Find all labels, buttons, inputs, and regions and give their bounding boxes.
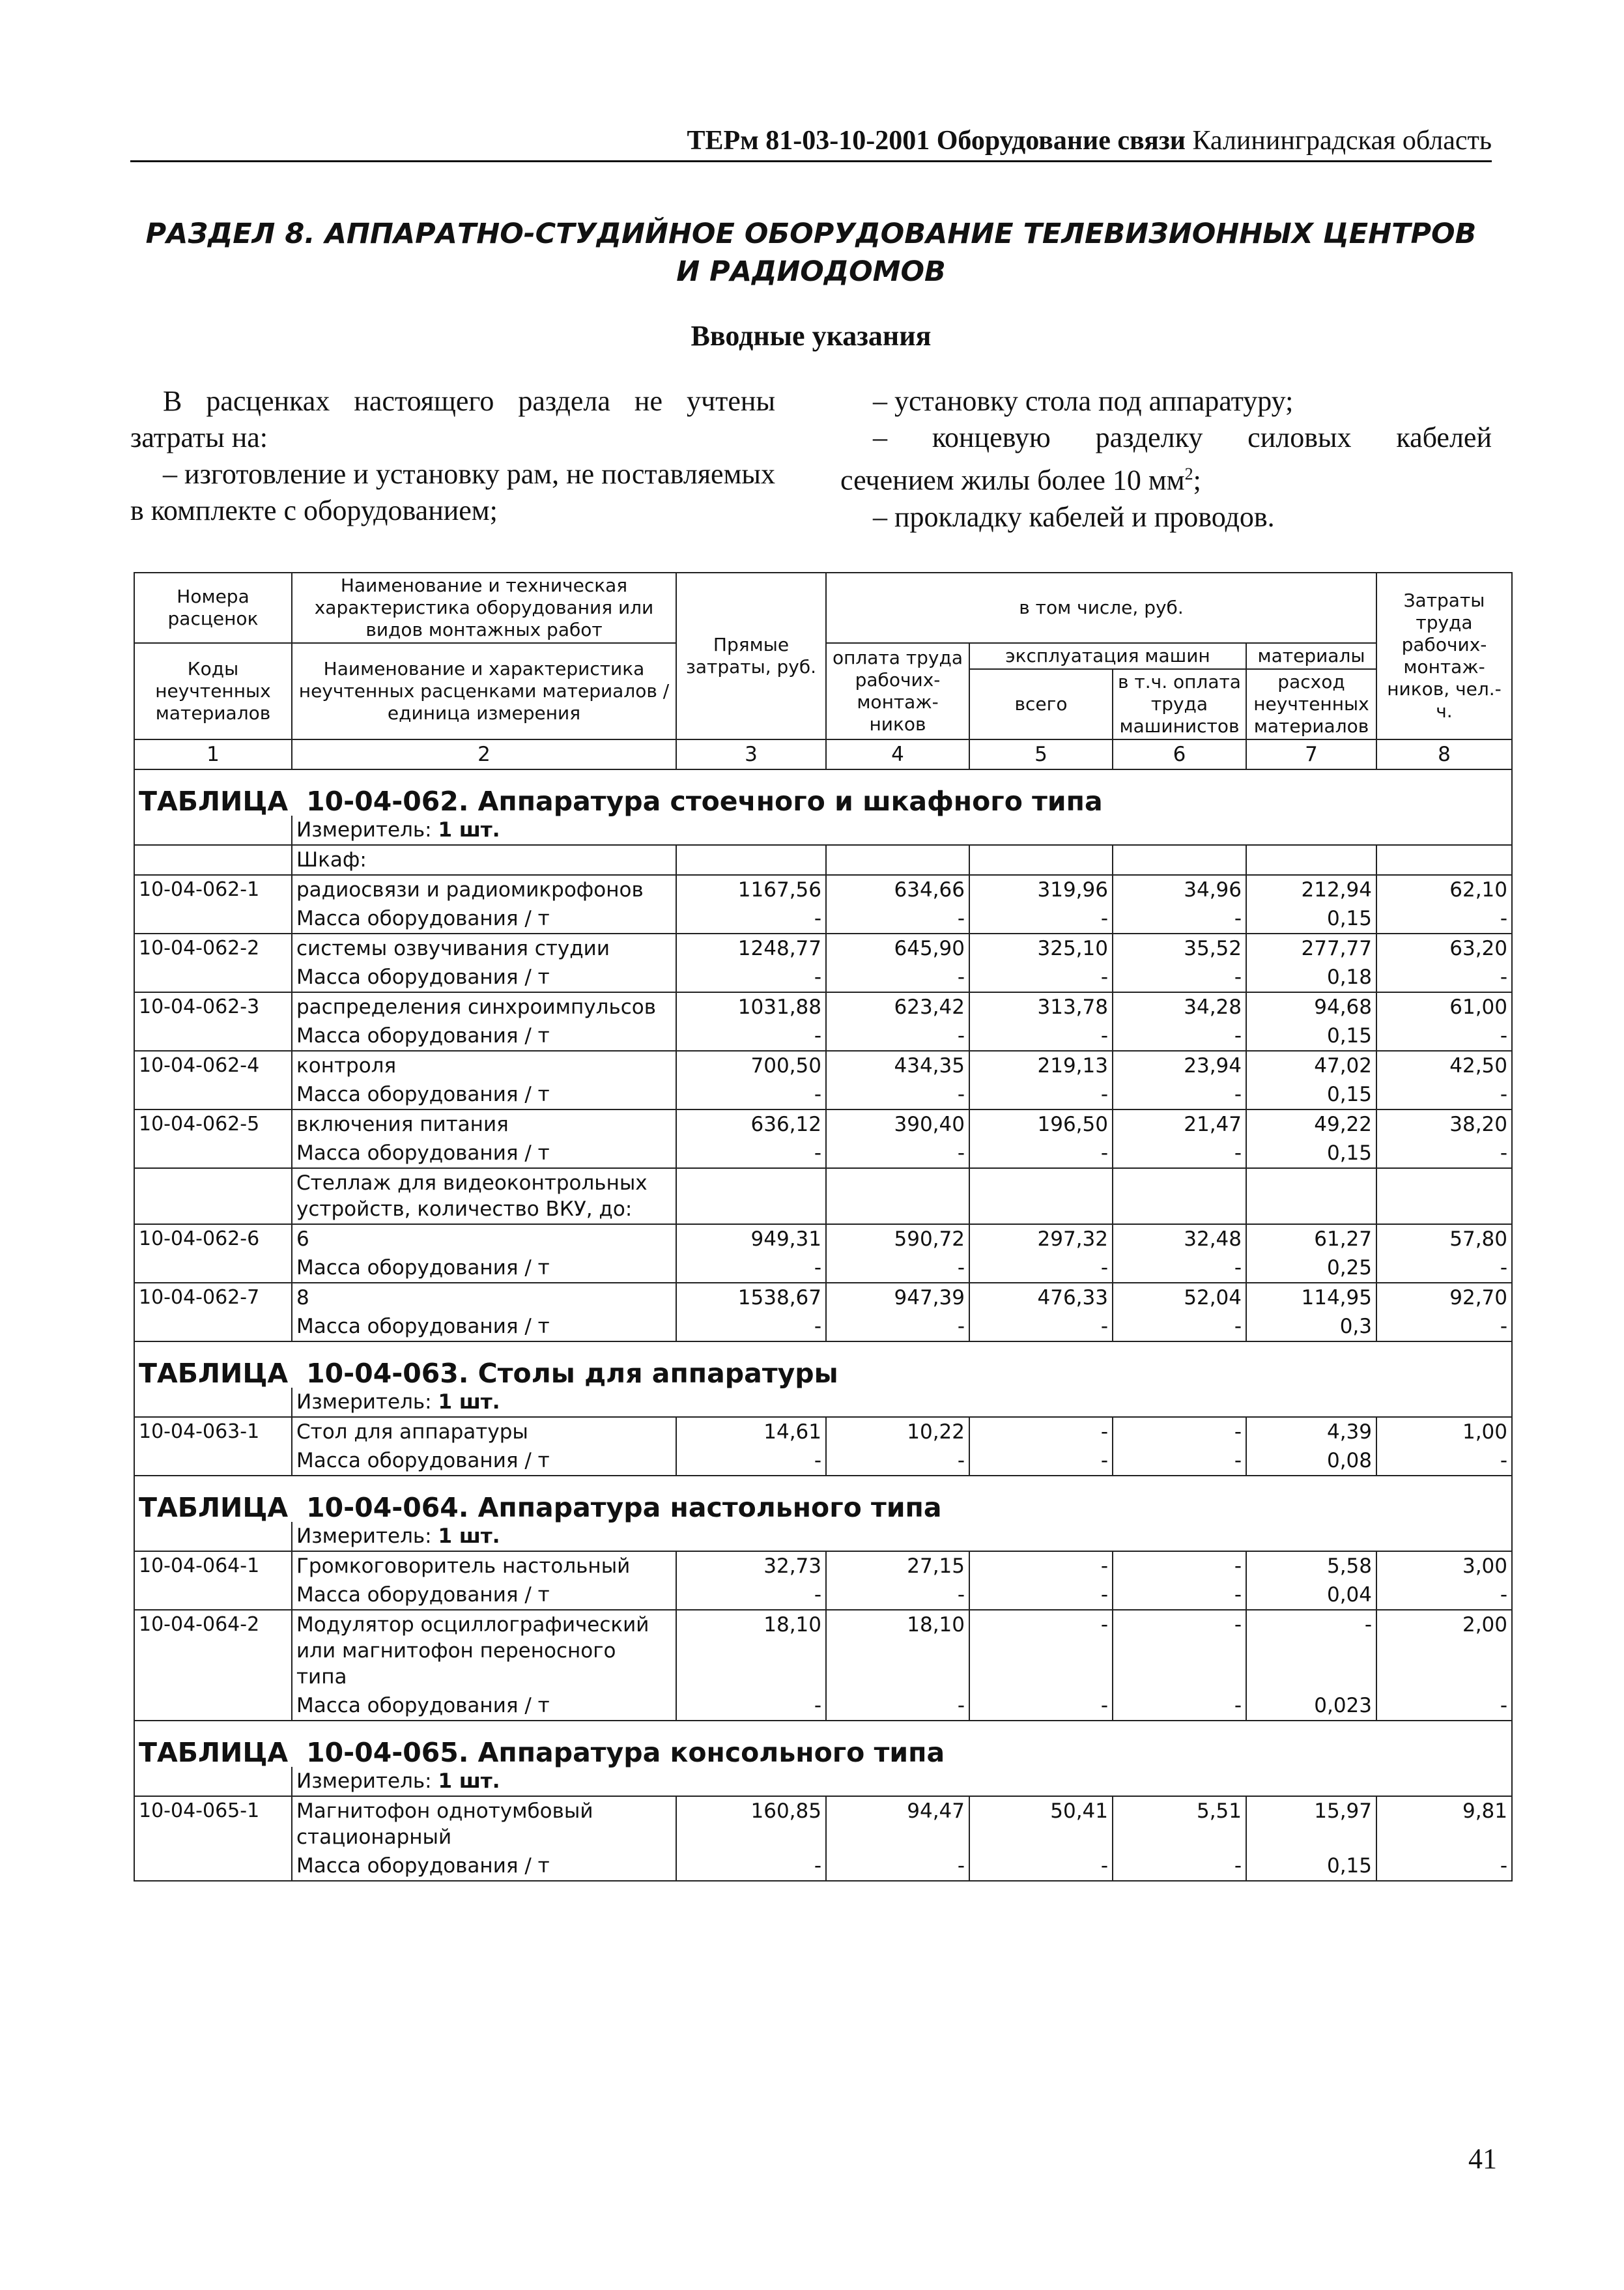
direct-cost: 1031,88 [676,992,826,1022]
empty-cell [134,1446,292,1476]
empty-cell [1376,1168,1512,1224]
direct-cost: 700,50 [676,1051,826,1080]
measure-label: Измеритель: [296,1390,432,1414]
dash-cell: - [676,1312,826,1341]
dash-cell: - [826,1312,969,1341]
mass-value: 0,15 [1246,1022,1376,1051]
table-section-name: 10-04-065. Аппаратура консольного типа [306,1737,945,1768]
empty-cell [134,1253,292,1283]
machine-cost: 325,10 [969,934,1113,963]
dash-cell: - [676,963,826,992]
rate-name: Магнитофон однотумбовый стационарный [292,1796,676,1852]
table-section-label: ТАБЛИЦА [139,1492,289,1523]
dash-cell: - [826,963,969,992]
measure-spacer [134,816,292,845]
empty-cell [134,1080,292,1109]
empty-cell [969,845,1113,875]
mass-value: 0,25 [1246,1253,1376,1283]
head-col3: Прямые затраты, руб. [676,573,826,739]
empty-cell [826,1168,969,1224]
dash-cell: - [1113,1852,1246,1881]
dash-cell: - [676,1022,826,1051]
rate-name: Модулятор осциллографический или магнитофон переносного типа [292,1610,676,1691]
mass-row [134,1446,1512,1476]
rate-name: 8 [292,1283,676,1312]
mass-row [134,963,1512,992]
group-subheading-row [134,845,1512,875]
subheading-spacer [134,845,292,875]
rate-code: 10-04-064-2 [134,1610,292,1691]
dash-cell: - [826,1139,969,1168]
dash-cell: - [1376,1852,1512,1881]
materials-cost: 5,58 [1246,1551,1376,1581]
machine-labor-cost: - [1113,1610,1246,1691]
rate-code: 10-04-062-2 [134,934,292,963]
mass-label: Масса оборудования / т [292,1446,676,1476]
direct-cost: 1167,56 [676,875,826,904]
machine-cost: 219,13 [969,1051,1113,1080]
labor-hours: 63,20 [1376,934,1512,963]
labor-hours: 3,00 [1376,1551,1512,1581]
empty-cell [676,845,826,875]
dash-cell: - [1113,1581,1246,1610]
labor-cost: 623,42 [826,992,969,1022]
mass-value: 0,08 [1246,1446,1376,1476]
labor-cost: 94,47 [826,1796,969,1852]
dash-cell: - [969,1139,1113,1168]
mass-label: Масса оборудования / т [292,904,676,934]
head-materials: материалы [1246,643,1376,669]
mass-label: Масса оборудования / т [292,1080,676,1109]
materials-cost: 212,94 [1246,875,1376,904]
materials-cost: 277,77 [1246,934,1376,963]
measure-spacer [134,1767,292,1796]
table-section-name: 10-04-063. Столы для аппаратуры [306,1358,838,1389]
measure-value: 1 шт. [438,1769,500,1793]
intro-paragraph-2: – изготовление и установку рам, не поставляемых в комплекте с оборудованием; [130,458,775,526]
rate-name: включения питания [292,1109,676,1139]
mass-label: Масса оборудования / т [292,963,676,992]
mass-row [134,904,1512,934]
table-section-title-cell [134,1476,1512,1522]
dash-cell: - [1376,1581,1512,1610]
head-col7: расход неучтенных материалов [1246,669,1376,739]
direct-cost: 18,10 [676,1610,826,1691]
dash-cell: - [1376,1312,1512,1341]
table-row [134,1610,1512,1691]
dash-cell: - [1376,904,1512,934]
measure-row [134,1388,1512,1417]
column-number: 4 [826,739,969,769]
mass-row [134,1312,1512,1341]
dash-cell: - [676,1446,826,1476]
rate-code: 10-04-065-1 [134,1796,292,1852]
labor-hours: 61,00 [1376,992,1512,1022]
mass-value: 0,15 [1246,904,1376,934]
column-number: 2 [292,739,676,769]
rate-code: 10-04-064-1 [134,1551,292,1581]
mass-row [134,1852,1512,1881]
table-section-title [134,769,1512,816]
column-number: 3 [676,739,826,769]
dash-cell: - [826,1691,969,1721]
labor-hours: 1,00 [1376,1417,1512,1446]
measure-value: 1 шт. [438,1524,500,1548]
measure-cell [292,816,1512,845]
table-header [134,573,1512,769]
rate-code: 10-04-062-5 [134,1109,292,1139]
dash-cell: - [676,1691,826,1721]
mass-row [134,1080,1512,1109]
group-subheading: Стеллаж для видеоконтрольных устройств, количество ВКУ, до: [292,1168,676,1224]
table-section-title-cell [134,769,1512,816]
column-number: 1 [134,739,292,769]
intro-right-column [840,383,1492,536]
head-incl: в том числе, руб. [826,573,1376,643]
empty-cell [1113,1168,1246,1224]
mass-label: Масса оборудования / т [292,1852,676,1881]
measure-row [134,816,1512,845]
mass-value: 0,18 [1246,963,1376,992]
table-row [134,1796,1512,1852]
table-section-name: 10-04-064. Аппаратура настольного типа [306,1492,942,1523]
table-body [134,769,1512,1881]
rate-name: Громкоговоритель настольный [292,1551,676,1581]
direct-cost: 1248,77 [676,934,826,963]
machine-labor-cost: - [1113,1551,1246,1581]
section-title-line1: РАЗДЕЛ 8. АППАРАТНО-СТУДИЙНОЕ ОБОРУДОВАНИЕ ТЕЛЕВИЗИОННЫХ ЦЕНТРОВ [145,218,1477,250]
mass-label: Масса оборудования / т [292,1139,676,1168]
materials-cost: 15,97 [1246,1796,1376,1852]
column-number: 7 [1246,739,1376,769]
rate-code: 10-04-062-4 [134,1051,292,1080]
table-section-title [134,1341,1512,1388]
dash-cell: - [826,1581,969,1610]
intro-paragraph-4b [840,456,1492,499]
measure-label: Измеритель: [296,1524,432,1548]
table-row [134,875,1512,904]
mass-value: 0,15 [1246,1139,1376,1168]
mass-label: Масса оборудования / т [292,1022,676,1051]
column-number-row [134,739,1512,769]
rate-code: 10-04-063-1 [134,1417,292,1446]
mass-value: 0,3 [1246,1312,1376,1341]
intro-paragraph-4a: – концевую разделку силовых кабелей [873,422,1492,453]
dash-cell: - [676,1581,826,1610]
dash-cell: - [1113,1080,1246,1109]
dash-cell: - [676,904,826,934]
dash-cell: - [676,1253,826,1283]
running-header [130,125,1492,162]
dash-cell: - [969,1080,1113,1109]
mass-value: 0,04 [1246,1581,1376,1610]
column-number: 8 [1376,739,1512,769]
intro-left-column [130,383,775,529]
group-subheading: Шкаф: [292,845,676,875]
measure-label: Измеритель: [296,818,432,842]
mass-label: Масса оборудования / т [292,1691,676,1721]
materials-cost: 4,39 [1246,1417,1376,1446]
table-section-label: ТАБЛИЦА [139,786,289,817]
measure-label: Измеритель: [296,1769,432,1793]
column-number: 6 [1113,739,1246,769]
measure-spacer [134,1388,292,1417]
mass-row [134,1253,1512,1283]
labor-cost: 390,40 [826,1109,969,1139]
machine-labor-cost: 21,47 [1113,1109,1246,1139]
labor-cost: 10,22 [826,1417,969,1446]
machine-cost: 319,96 [969,875,1113,904]
dash-cell: - [1113,1139,1246,1168]
labor-cost: 947,39 [826,1283,969,1312]
empty-cell [826,845,969,875]
machine-labor-cost: 32,48 [1113,1224,1246,1253]
dash-cell: - [1113,1022,1246,1051]
dash-cell: - [1113,963,1246,992]
head-col2b: Наименование и характеристика неучтенных расценками материалов / единица измерения [292,643,676,739]
materials-cost: 49,22 [1246,1109,1376,1139]
mass-value: 0,15 [1246,1852,1376,1881]
empty-cell [1246,845,1376,875]
subheading-spacer [134,1168,292,1224]
machine-cost: 476,33 [969,1283,1113,1312]
empty-cell [134,904,292,934]
labor-cost: 18,10 [826,1610,969,1691]
measure-row [134,1522,1512,1551]
dash-cell: - [1376,1446,1512,1476]
machine-labor-cost: 34,28 [1113,992,1246,1022]
table-section-name: 10-04-062. Аппаратура стоечного и шкафного типа [306,786,1103,817]
table-row [134,1551,1512,1581]
rate-name: Стол для аппаратуры [292,1417,676,1446]
column-number: 5 [969,739,1113,769]
intro-paragraph-3: – установку стола под аппаратуру; [873,385,1294,417]
mass-row [134,1581,1512,1610]
dash-cell: - [826,904,969,934]
rate-name: распределения синхроимпульсов [292,992,676,1022]
machine-cost: 313,78 [969,992,1113,1022]
rate-name: радиосвязи и радиомикрофонов [292,875,676,904]
head-col4: оплата труда рабочих-монтаж-ников [826,643,969,739]
materials-cost: 61,27 [1246,1224,1376,1253]
empty-cell [1113,845,1246,875]
dash-cell: - [969,1312,1113,1341]
machine-cost: - [969,1551,1113,1581]
intro-p4-end: ; [1193,464,1201,496]
materials-cost: 47,02 [1246,1051,1376,1080]
labor-hours: 57,80 [1376,1224,1512,1253]
dash-cell: - [1376,1691,1512,1721]
machine-labor-cost: 34,96 [1113,875,1246,904]
intro-title: Вводные указания [691,320,932,352]
header-region: Калининградская область [1192,126,1492,156]
dash-cell: - [1113,1691,1246,1721]
direct-cost: 32,73 [676,1551,826,1581]
machine-labor-cost: 5,51 [1113,1796,1246,1852]
rate-code: 10-04-062-6 [134,1224,292,1253]
materials-cost: 114,95 [1246,1283,1376,1312]
rate-code: 10-04-062-1 [134,875,292,904]
machine-labor-cost: - [1113,1417,1246,1446]
mass-row [134,1139,1512,1168]
table-section-title-cell [134,1721,1512,1767]
intro-p4-superscript: 2 [1184,465,1193,483]
table-row [134,934,1512,963]
dash-cell: - [676,1080,826,1109]
dash-cell: - [1113,904,1246,934]
labor-cost: 590,72 [826,1224,969,1253]
mass-value: 0,15 [1246,1080,1376,1109]
measure-cell [292,1767,1512,1796]
direct-cost: 1538,67 [676,1283,826,1312]
mass-label: Масса оборудования / т [292,1312,676,1341]
group-subheading-row [134,1168,1512,1224]
table-section-label: ТАБЛИЦА [139,1358,289,1389]
labor-hours: 42,50 [1376,1051,1512,1080]
table-row [134,1109,1512,1139]
direct-cost: 160,85 [676,1796,826,1852]
head-col6: в т.ч. оплата труда машинистов [1113,669,1246,739]
rate-name: системы озвучивания студии [292,934,676,963]
measure-row [134,1767,1512,1796]
head-machines: эксплуатация машин [969,643,1246,669]
machine-cost: 50,41 [969,1796,1113,1852]
table-row [134,1283,1512,1312]
empty-cell [134,1581,292,1610]
table-row [134,992,1512,1022]
header-code: ТЕРм 81-03-10-2001 [687,126,930,156]
labor-hours: 2,00 [1376,1610,1512,1691]
head-col8: Затраты труда рабочих-монтаж-ников, чел.-ч. [1376,573,1512,739]
table-row [134,1417,1512,1446]
empty-cell [134,1139,292,1168]
rate-code: 10-04-062-3 [134,992,292,1022]
machine-labor-cost: 52,04 [1113,1283,1246,1312]
dash-cell: - [826,1852,969,1881]
direct-cost: 636,12 [676,1109,826,1139]
section-title [130,215,1492,291]
dash-cell: - [1113,1253,1246,1283]
dash-cell: - [1113,1446,1246,1476]
mass-row [134,1022,1512,1051]
machine-cost: 196,50 [969,1109,1113,1139]
dash-cell: - [676,1139,826,1168]
rate-name: контроля [292,1051,676,1080]
measure-value: 1 шт. [438,1390,500,1414]
machine-cost: - [969,1417,1113,1446]
dash-cell: - [826,1080,969,1109]
dash-cell: - [826,1253,969,1283]
empty-cell [1376,845,1512,875]
mass-row [134,1691,1512,1721]
mass-value: 0,023 [1246,1691,1376,1721]
head-col2a: Наименование и техническая характеристика оборудования или видов монтажных работ [292,573,676,643]
empty-cell [134,1022,292,1051]
dash-cell: - [969,1581,1113,1610]
machine-cost: 297,32 [969,1224,1113,1253]
dash-cell: - [1376,1139,1512,1168]
empty-cell [134,1312,292,1341]
head-col1b: Коды неучтенных материалов [134,643,292,739]
labor-hours: 38,20 [1376,1109,1512,1139]
dash-cell: - [826,1022,969,1051]
labor-cost: 434,35 [826,1051,969,1080]
empty-cell [1246,1168,1376,1224]
mass-label: Масса оборудования / т [292,1581,676,1610]
labor-cost: 645,90 [826,934,969,963]
measure-spacer [134,1522,292,1551]
materials-cost: 94,68 [1246,992,1376,1022]
measure-cell [292,1388,1512,1417]
empty-cell [134,1852,292,1881]
dash-cell: - [969,1446,1113,1476]
dash-cell: - [969,1022,1113,1051]
intro-paragraph-1: В расценках настоящего раздела не учтены затраты на: [130,385,775,453]
dash-cell: - [676,1852,826,1881]
table-section-title-cell [134,1341,1512,1388]
dash-cell: - [1376,1253,1512,1283]
table-section-label: ТАБЛИЦА [139,1737,289,1768]
table-row [134,1051,1512,1080]
rates-table [134,572,1513,1882]
dash-cell: - [1376,1080,1512,1109]
labor-cost: 27,15 [826,1551,969,1581]
header-title: Оборудование связи [936,126,1186,156]
machine-cost: - [969,1610,1113,1691]
dash-cell: - [969,1253,1113,1283]
labor-hours: 92,70 [1376,1283,1512,1312]
labor-hours: 62,10 [1376,875,1512,904]
materials-cost: - [1246,1610,1376,1691]
machine-labor-cost: 35,52 [1113,934,1246,963]
rate-code: 10-04-062-7 [134,1283,292,1312]
measure-cell [292,1522,1512,1551]
dash-cell: - [969,963,1113,992]
measure-value: 1 шт. [438,818,500,842]
head-col5: всего [969,669,1113,739]
table-section-title [134,1721,1512,1767]
dash-cell: - [1376,963,1512,992]
empty-cell [969,1168,1113,1224]
labor-cost: 634,66 [826,875,969,904]
direct-cost: 14,61 [676,1417,826,1446]
dash-cell: - [826,1446,969,1476]
dash-cell: - [1376,1022,1512,1051]
table-row [134,1224,1512,1253]
labor-hours: 9,81 [1376,1796,1512,1852]
section-title-line2: И РАДИОДОМОВ [676,255,946,288]
dash-cell: - [1113,1312,1246,1341]
machine-labor-cost: 23,94 [1113,1051,1246,1080]
head-col1a: Номера расценок [134,573,292,643]
mass-label: Масса оборудования / т [292,1253,676,1283]
dash-cell: - [969,1852,1113,1881]
intro-p4-text: сечением жилы более 10 мм [840,464,1185,496]
dash-cell: - [969,904,1113,934]
table-section-title [134,1476,1512,1522]
intro-paragraph-5: – прокладку кабелей и проводов. [873,500,1275,533]
page-number: 41 [1468,2143,1497,2175]
empty-cell [134,1691,292,1721]
direct-cost: 949,31 [676,1224,826,1253]
empty-cell [676,1168,826,1224]
rate-name: 6 [292,1224,676,1253]
dash-cell: - [969,1691,1113,1721]
empty-cell [134,963,292,992]
